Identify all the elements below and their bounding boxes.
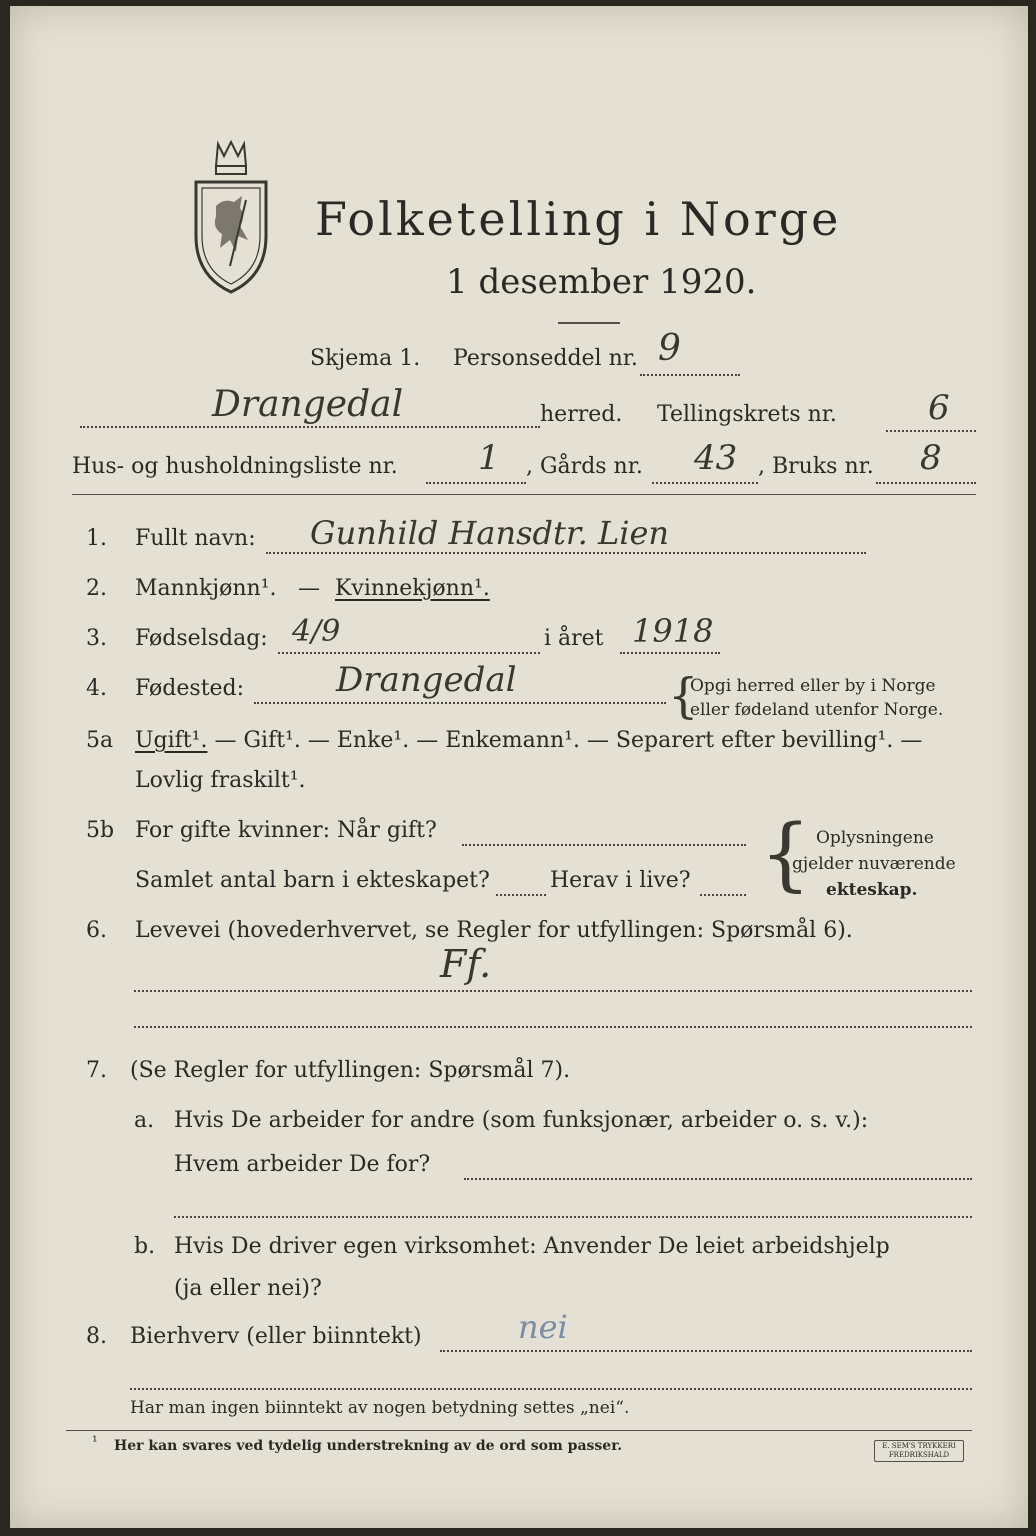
q7-label: (Se Regler for utfyllingen: Spørsmål 7). [130, 1058, 571, 1083]
gards-value: 43 [694, 438, 738, 478]
q5b-label3: Herav i live? [550, 868, 691, 893]
q5b-note-line2: gjelder nuværende [792, 854, 956, 874]
q5b-note-line3: ekteskap. [826, 880, 918, 900]
skjema-label: Skjema 1. [310, 346, 421, 371]
hus-label: Hus- og husholdningsliste nr. [72, 454, 398, 479]
q5b-number: 5b [86, 818, 115, 843]
census-form-sheet [10, 6, 1028, 1528]
gards-label: , Gårds nr. [526, 454, 643, 479]
q4-note-line2: eller fødeland utenfor Norge. [690, 700, 944, 720]
side-income-field[interactable] [440, 1350, 972, 1352]
q3-number: 3. [86, 626, 107, 651]
tellingskrets-value: 6 [928, 388, 950, 428]
q2-mann: Mannkjønn¹. [135, 576, 277, 601]
q6-number: 6. [86, 918, 107, 943]
birthplace-field[interactable] [254, 702, 666, 704]
bruks-value: 8 [920, 438, 942, 478]
q5b-label2: Samlet antal barn i ekteskapet? [135, 868, 490, 893]
q7a-letter: a. [134, 1108, 155, 1133]
herred-value: Drangedal [212, 384, 404, 425]
q2-dash: — [298, 576, 320, 601]
q5a-other-options: — Gift¹. — Enke¹. — Enkemann¹. — Separert efter bevilling¹. — [207, 728, 923, 753]
q7b-letter: b. [134, 1234, 156, 1259]
norwegian-coat-of-arms-icon [190, 136, 272, 296]
q7b-line2: (ja eller nei)? [174, 1276, 322, 1301]
q3-year-label: i året [544, 626, 604, 651]
full-name-field[interactable] [266, 552, 866, 554]
q3-label: Fødselsdag: [135, 626, 268, 651]
q5a-ugift-underlined[interactable]: Ugift¹. [135, 728, 208, 753]
children-alive-field[interactable] [700, 894, 746, 896]
q8-label: Bierhverv (eller biinntekt) [130, 1324, 422, 1349]
side-income-field-2[interactable] [130, 1388, 972, 1390]
occupation-field-2[interactable] [134, 1026, 972, 1028]
birth-year-value: 1918 [632, 612, 714, 650]
printer-stamp: E. SEM'S TRYKKERI FREDRIKSHALD [874, 1440, 964, 1462]
title-divider [558, 322, 620, 324]
q5a-line2: Lovlig fraskilt¹. [135, 768, 306, 793]
children-count-field[interactable] [496, 894, 546, 896]
q4-number: 4. [86, 676, 107, 701]
q1-label: Fullt navn: [135, 526, 256, 551]
q5b-label1: For gifte kvinner: Når gift? [135, 818, 437, 843]
q4-note-line1: Opgi herred eller by i Norge [690, 676, 936, 696]
q7a-line2: Hvem arbeider De for? [174, 1152, 431, 1177]
q5a-number: 5a [86, 728, 114, 753]
personseddel-field[interactable] [640, 374, 740, 376]
birthday-value: 4/9 [292, 614, 341, 649]
hus-field[interactable] [426, 482, 526, 484]
q7b-line1: Hvis De driver egen virksomhet: Anvender De leiet arbeidshjelp [174, 1234, 890, 1259]
marriage-date-field[interactable] [462, 844, 746, 846]
form-title: Folketelling i Norge [315, 192, 842, 246]
birthplace-value: Drangedal [336, 660, 517, 700]
occupation-field-1[interactable] [134, 990, 972, 992]
hus-value: 1 [478, 438, 500, 478]
personseddel-value: 9 [658, 328, 681, 369]
q6-label: Levevei (hovederhvervet, se Regler for utfyllingen: Spørsmål 6). [135, 918, 853, 943]
q1-number: 1. [86, 526, 107, 551]
q8-number: 8. [86, 1324, 107, 1349]
employer-field[interactable] [464, 1178, 972, 1180]
q5b-note-brace: { [760, 807, 811, 900]
birth-year-field[interactable] [620, 652, 720, 654]
q2-kvinne-underlined[interactable]: Kvinnekjønn¹. [335, 576, 490, 601]
tellingskrets-field[interactable] [886, 430, 976, 432]
herred-label: herred. [540, 402, 623, 427]
footnote-text: Her kan svares ved tydelig understrekning av de ord som passer. [114, 1438, 623, 1454]
biinntekt-note: Har man ingen biinntekt av nogen betydning settes „nei“. [130, 1398, 630, 1418]
q5b-note-line1: Oplysningene [816, 828, 934, 848]
bruks-label: , Bruks nr. [758, 454, 874, 479]
header-divider [72, 494, 976, 495]
occupation-value: Ff. [440, 942, 492, 986]
q5a-options [135, 728, 922, 753]
q2-number: 2. [86, 576, 107, 601]
tellingskrets-label: Tellingskrets nr. [657, 402, 837, 427]
gards-field[interactable] [652, 482, 758, 484]
side-income-value: nei [518, 1308, 568, 1346]
q7-number: 7. [86, 1058, 107, 1083]
census-date: 1 desember 1920. [446, 262, 757, 302]
employer-field-2[interactable] [174, 1216, 972, 1218]
herred-field[interactable] [80, 426, 540, 428]
q4-note-brace: { [668, 668, 699, 724]
bruks-field[interactable] [876, 482, 976, 484]
q7a-line1: Hvis De arbeider for andre (som funksjonær, arbeider o. s. v.): [174, 1108, 869, 1133]
full-name-value: Gunhild Hansdtr. Lien [310, 514, 670, 552]
birthday-field[interactable] [278, 652, 540, 654]
footnote-mark: ¹ [92, 1434, 98, 1450]
personseddel-label: Personseddel nr. [453, 346, 638, 371]
footnote-divider [66, 1430, 972, 1431]
q4-label: Fødested: [135, 676, 245, 701]
